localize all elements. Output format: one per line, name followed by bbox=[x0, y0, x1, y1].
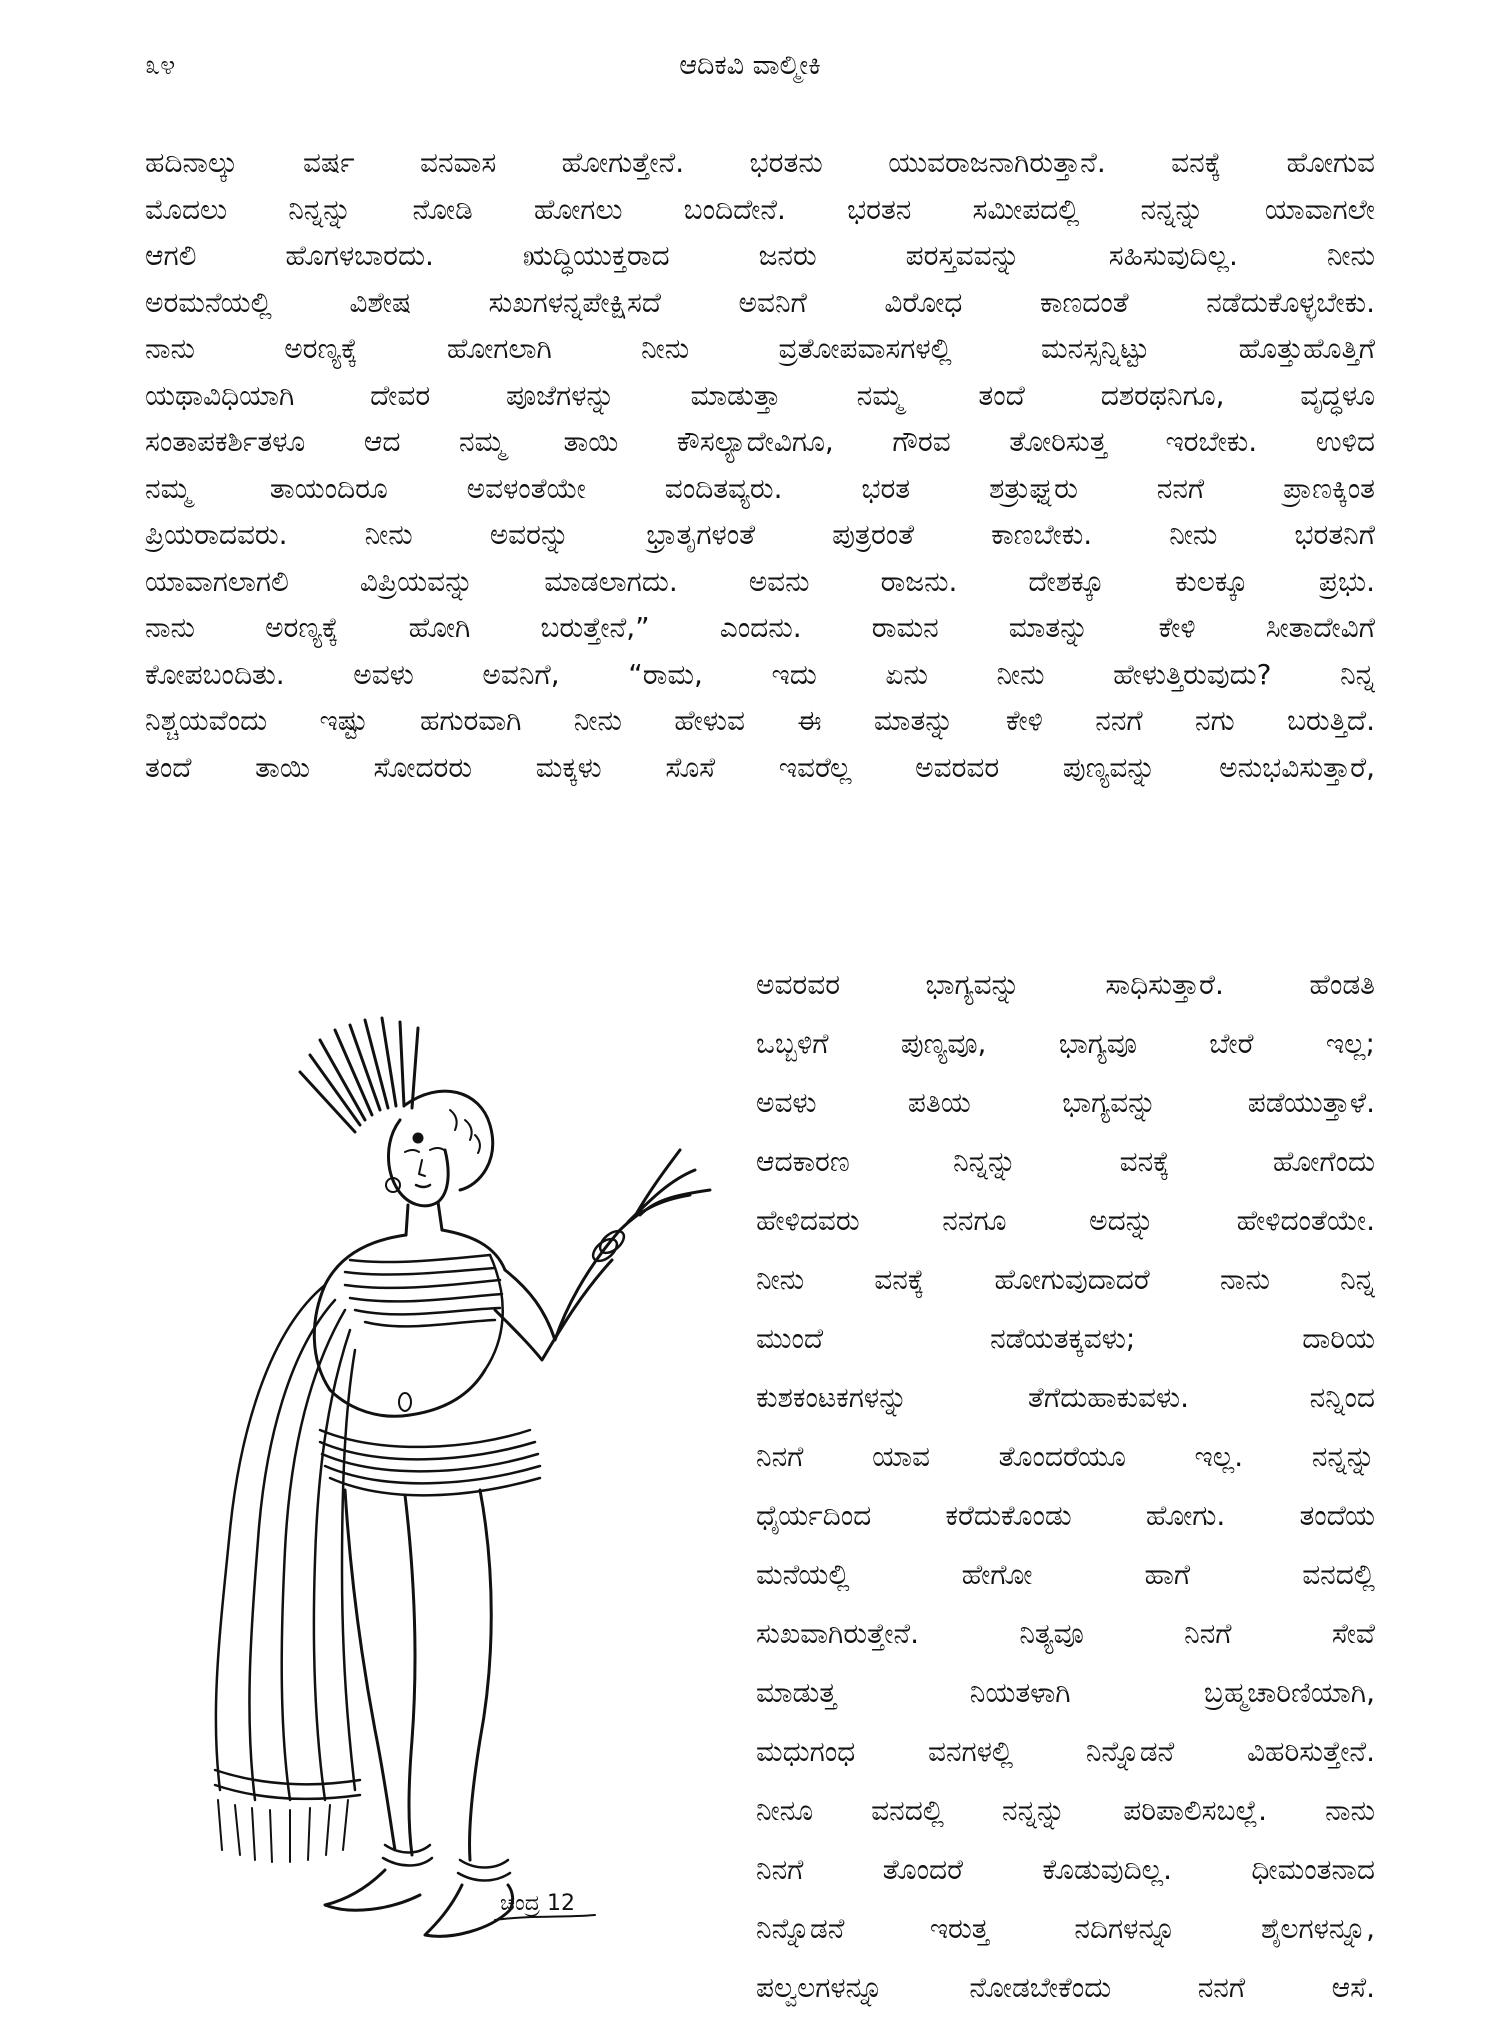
text-line: ಅರಮನೆಯಲ್ಲಿ ವಿಶೇಷ ಸುಖಗಳನ್ನಪೇಕ್ಷಿಸದೆ ಅವನಿಗೆ ವಿರೋಧ ಕಾಣದಂತೆ ನಡೆದುಕೊಳ್ಳಬೇಕು. bbox=[145, 285, 1375, 319]
right-shoulder bbox=[442, 1230, 505, 1270]
text-line: ನಿಶ್ಚಯವೆಂದು ಇಷ್ಟು ಹಗುರವಾಗಿ ನೀನು ಹೇಳುವ ಈ ಮಾತನ್ನು ಕೇಳಿ ನನಗೆ ನಗು ಬರುತ್ತಿದೆ. bbox=[145, 704, 1375, 737]
text-line: ನಿನ್ನೊಡನೆ ಇರುತ್ತ ನದಿಗಳನ್ನೂ ಶೈಲಗಳನ್ನೂ, bbox=[756, 1912, 1375, 1945]
text-line: ಆದಕಾರಣ ನಿನ್ನನ್ನು ವನಕ್ಕೆ ಹೋಗೆಂದು bbox=[756, 1145, 1375, 1178]
text-line: ಸಂತಾಪಕರ್ಶಿತಳೂ ಆದ ನಮ್ಮ ತಾಯಿ ಕೌಸಲ್ಯಾದೇವಿಗೂ, ಗೌರವ ತೋರಿಸುತ್ತ ಇರಬೇಕು. ಉಳಿದ bbox=[145, 425, 1375, 458]
text-line: ನೀನು ವನಕ್ಕೆ ಹೋಗುವುದಾದರೆ ನಾನು ನಿನ್ನ bbox=[756, 1263, 1375, 1296]
hip-band bbox=[320, 1430, 540, 1495]
text-line: ಸುಖವಾಗಿರುತ್ತೇನೆ. ನಿತ್ಯವೂ ನಿನಗೆ ಸೇವೆ bbox=[756, 1617, 1375, 1650]
text-line: ಧೈರ್ಯದಿಂದ ಕರೆದುಕೊಂಡು ಹೋಗು. ತಂದೆಯ bbox=[756, 1499, 1375, 1532]
running-title: ಆದಿಕವಿ ವಾಲ್ಮೀಕಿ bbox=[679, 50, 821, 81]
text-line: ಹೇಳಿದವರು ನನಗೂ ಅದನ್ನು ಹೇಳಿದಂತೆಯೇ. bbox=[756, 1204, 1375, 1237]
text-line: ಅವರವರ ಭಾಗ್ಯವನ್ನು ಸಾಧಿಸುತ್ತಾರೆ. ಹೆಂಡತಿ bbox=[756, 968, 1375, 1001]
saree-drape bbox=[345, 1255, 503, 1370]
text-line: ಯಾವಾಗಲಾಗಲಿ ವಿಪ್ರಿಯವನ್ನು ಮಾಡಲಾಗದು. ಅವನು ರಾಜನು. ದೇಶಕ್ಕೂ ಕುಲಕ್ಕೂ ಪ್ರಭು. bbox=[145, 564, 1375, 598]
text-line: ಪಲ್ವಲಗಳನ್ನೂ ನೋಡಬೇಕೆಂದು ನನಗೆ ಆಸೆ. bbox=[756, 1971, 1375, 2004]
anklet bbox=[383, 1845, 432, 1866]
left-foot bbox=[325, 1870, 420, 1910]
body-text-right-column bbox=[756, 955, 1375, 2017]
text-line: ನಮ್ಮ ತಾಯಂದಿರೂ ಅವಳಂತೆಯೇ ವಂದಿತವ್ಯರು. ಭರತ ಶತ್ರುಘ್ನರು ನನಗೆ ಪ್ರಾಣಕ್ಕಿಂತ bbox=[145, 471, 1375, 505]
right-leg bbox=[469, 1490, 491, 1860]
text-line: ನಿನಗೆ ತೊಂದರೆ ಕೊಡುವುದಿಲ್ಲ. ಧೀಮಂತನಾದ bbox=[756, 1853, 1375, 1886]
text-line: ಯಥಾವಿಧಿಯಾಗಿ ದೇವರ ಪೂಜೆಗಳನ್ನು ಮಾಡುತ್ತಾ ನಮ್ಮ ತಂದೆ ದಶರಥನಿಗೂ, ವೃದ್ಧಳೂ bbox=[145, 378, 1375, 412]
text-line: ತಂದೆ ತಾಯಿ ಸೋದರರು ಮಕ್ಕಳು ಸೊಸೆ ಇವರೆಲ್ಲ ಅವರವರ ಪುಣ್ಯವನ್ನು ಅನುಭವಿಸುತ್ತಾರೆ, bbox=[145, 750, 1375, 784]
text-line: ಹದಿನಾಲ್ಕು ವರ್ಷ ವನವಾಸ ಹೋಗುತ್ತೇನೆ. ಭರತನು ಯುವರಾಜನಾಗಿರುತ್ತಾನೆ. ವನಕ್ಕೆ ಹೋಗುವ bbox=[145, 146, 1375, 179]
sita-illustration bbox=[150, 1010, 730, 1970]
left-shoulder bbox=[314, 1235, 406, 1390]
anklet bbox=[458, 1860, 510, 1881]
text-line: ನಾನು ಅರಣ್ಯಕ್ಕೆ ಹೋಗಿ ಬರುತ್ತೇನೆ,” ಎಂದನು. ರಾಮನ ಮಾತನ್ನು ಕೇಳಿ ಸೀತಾದೇವಿಗೆ bbox=[145, 611, 1375, 644]
text-line: ನೀನೂ ವನದಲ್ಲಿ ನನ್ನನ್ನು ಪರಿಪಾಲಿಸಬಲ್ಲೆ. ನಾನು bbox=[756, 1794, 1375, 1827]
text-line: ಮಧುಗಂಧ ವನಗಳಲ್ಲಿ ನಿನ್ನೊಡನೆ ವಿಹರಿಸುತ್ತೇನೆ. bbox=[756, 1735, 1375, 1768]
pallu-drape bbox=[215, 1285, 360, 1862]
text-line: ಆಗಲಿ ಹೊಗಳಬಾರದು. ಋದ್ಧಿಯುಕ್ತರಾದ ಜನರು ಪರಸ್ತವವನ್ನು ಸಹಿಸುವುದಿಲ್ಲ. ನೀನು bbox=[145, 239, 1375, 272]
text-line: ನಿನಗೆ ಯಾವ ತೊಂದರೆಯೂ ಇಲ್ಲ. ನನ್ನನ್ನು bbox=[756, 1440, 1375, 1473]
line-drawing bbox=[150, 1010, 730, 1970]
text-line: ಕೋಪಬಂದಿತು. ಅವಳು ಅವನಿಗೆ, “ರಾಮ, ಇದು ಏನು ನೀನು ಹೇಳುತ್ತಿರುವುದು? ನಿನ್ನ bbox=[145, 657, 1375, 691]
text-line: ಮಾಡುತ್ತ ನಿಯತಳಾಗಿ ಬ್ರಹ್ಮಚಾರಿಣಿಯಾಗಿ, bbox=[756, 1676, 1375, 1709]
page-header bbox=[0, 50, 1500, 90]
body-text-full-width bbox=[145, 140, 1375, 791]
text-line: ಅವಳು ಪತಿಯ ಭಾಗ್ಯವನ್ನು ಪಡೆಯುತ್ತಾಳೆ. bbox=[756, 1086, 1375, 1119]
text-line: ಪ್ರಿಯರಾದವರು. ನೀನು ಅವರನ್ನು ಭ್ರಾತೃಗಳಂತೆ ಪುತ್ರರಂತೆ ಕಾಣಬೇಕು. ನೀನು ಭರತನಿಗೆ bbox=[145, 518, 1375, 551]
page-number: ೩೪ bbox=[145, 50, 176, 81]
hair-crest bbox=[300, 1018, 418, 1132]
text-line: ಮನೆಯಲ್ಲಿ ಹೇಗೋ ಹಾಗೆ ವನದಲ್ಲಿ bbox=[756, 1558, 1375, 1591]
text-line: ಕುಶಕಂಟಕಗಳನ್ನು ತೆಗೆದುಹಾಕುವಳು. ನನ್ನಿಂದ bbox=[756, 1381, 1375, 1414]
text-line: ಒಬ್ಬಳಿಗೆ ಪುಣ್ಯವೂ, ಭಾಗ್ಯವೂ ಬೇರೆ ಇಲ್ಲ; bbox=[756, 1027, 1375, 1060]
text-line: ಮುಂದೆ ನಡೆಯತಕ್ಕವಳು; ದಾರಿಯ bbox=[756, 1322, 1375, 1355]
artist-signature: ಚಂದ್ರ 12 bbox=[500, 1891, 575, 1916]
text-line: ಮೊದಲು ನಿನ್ನನ್ನು ನೋಡಿ ಹೋಗಲು ಬಂದಿದೇನೆ. ಭರತನ ಸಮೀಪದಲ್ಲಿ ನನ್ನನ್ನು ಯಾವಾಗಲೇ bbox=[145, 192, 1375, 226]
right-hand bbox=[620, 1150, 710, 1230]
text-line: ನಾನು ಅರಣ್ಯಕ್ಕೆ ಹೋಗಲಾಗಿ ನೀನು ವ್ರತೋಪವಾಸಗಳಲ್ಲಿ ಮನಸ್ಸನ್ನಿಟ್ಟು ಹೊತ್ತುಹೊತ್ತಿಗೆ bbox=[145, 332, 1375, 365]
